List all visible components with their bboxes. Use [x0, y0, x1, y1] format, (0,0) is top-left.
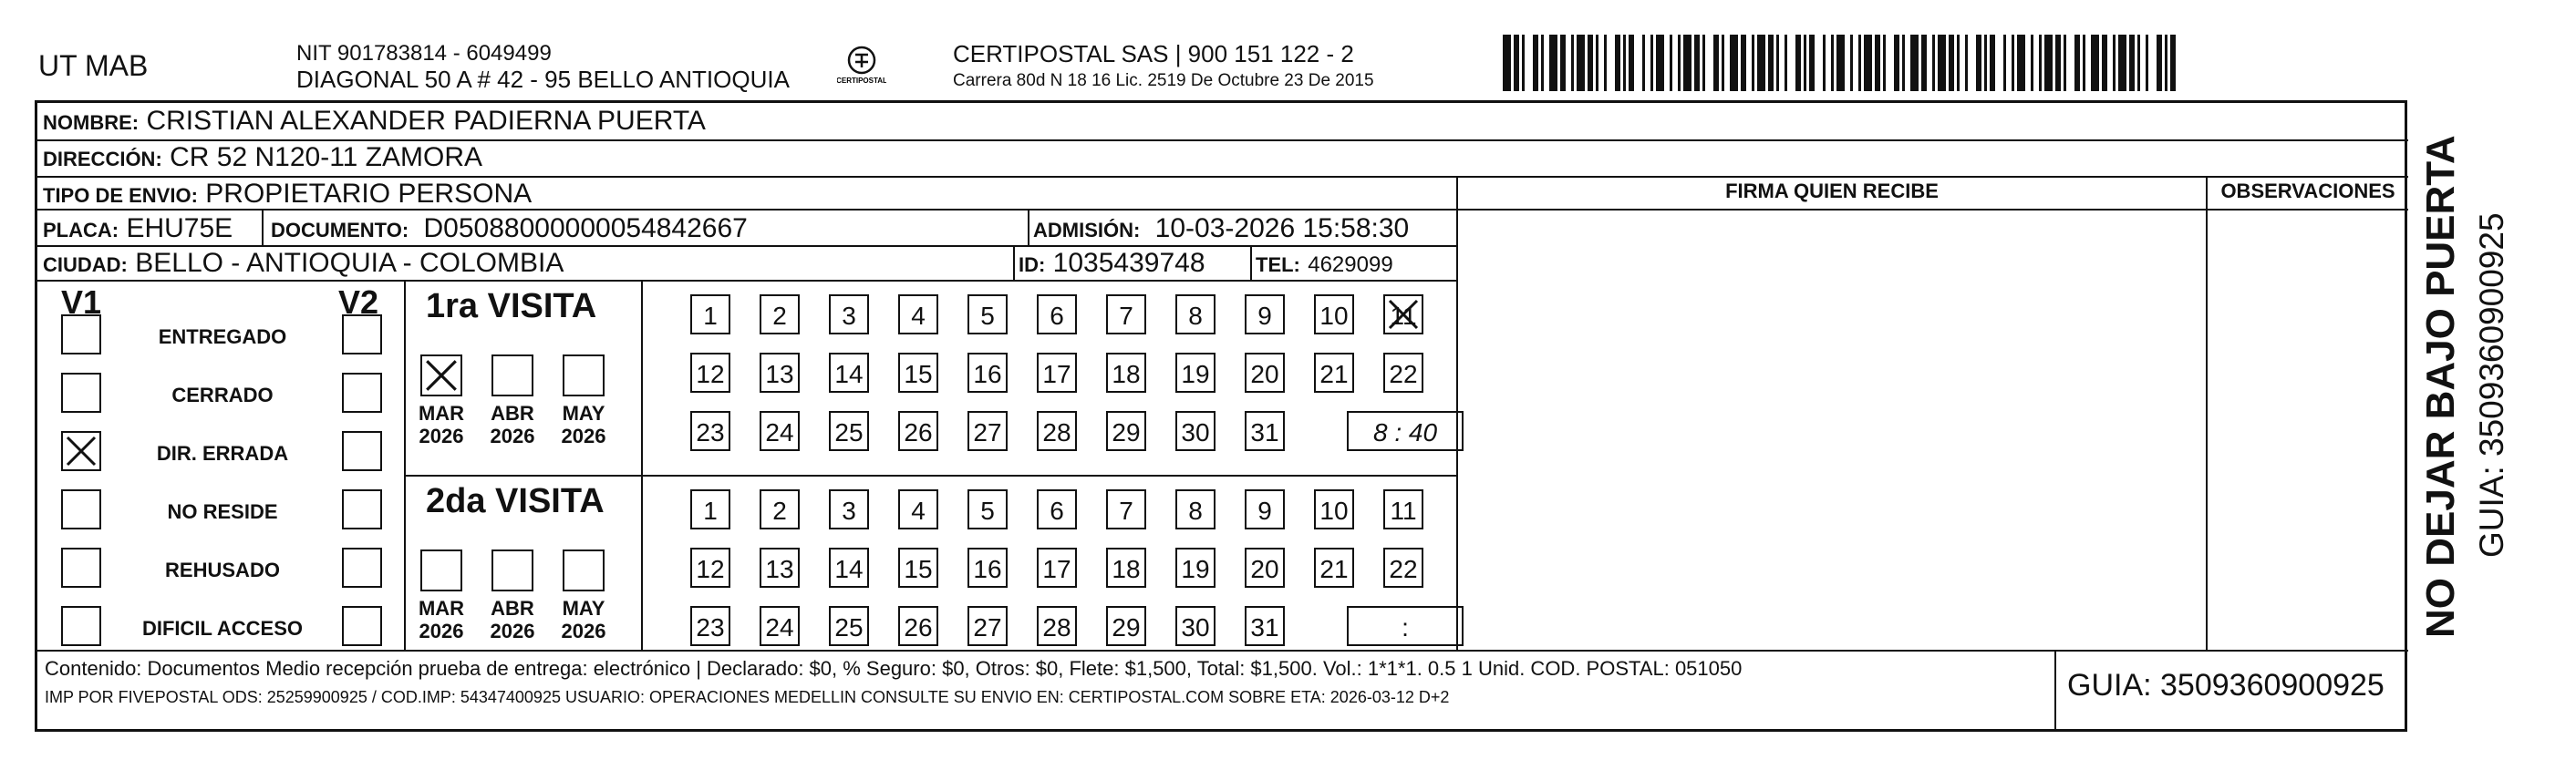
ciudad-label: CIUDAD:: [43, 253, 128, 276]
day-box[interactable]: 9: [1245, 489, 1285, 529]
direccion-value: CR 52 N120-11 ZAMORA: [170, 142, 483, 172]
day-box[interactable]: 11: [1383, 294, 1423, 334]
tel-label: TEL:: [1256, 253, 1300, 276]
id-label: ID:: [1019, 253, 1046, 276]
day-box[interactable]: 20: [1245, 548, 1285, 588]
month-name: MAR: [418, 402, 465, 425]
day-box[interactable]: 1: [690, 294, 730, 334]
day-box[interactable]: 12: [690, 548, 730, 588]
v1-checkbox[interactable]: [61, 606, 101, 646]
v1-checkbox[interactable]: [61, 314, 101, 354]
certipostal-info: CERTIPOSTAL SAS | 900 151 122 - 2: [953, 40, 1354, 67]
day-box[interactable]: 5: [967, 489, 1008, 529]
day-box[interactable]: 17: [1037, 353, 1077, 393]
tel-row: [1256, 247, 1393, 280]
nombre-row: [43, 105, 706, 138]
tipo-row: [43, 178, 532, 211]
status-label: REHUSADO: [165, 559, 280, 581]
status-label: NO RESIDE: [167, 500, 278, 523]
month-checkbox[interactable]: [420, 354, 462, 396]
status-label: ENTREGADO: [158, 325, 287, 348]
month-label: [552, 402, 616, 447]
company-name: UT MAB: [38, 49, 149, 82]
day-box[interactable]: 21: [1314, 353, 1354, 393]
tel-value: 4629099: [1308, 252, 1393, 277]
day-box[interactable]: 2: [760, 489, 800, 529]
barcode: [1503, 35, 2182, 91]
day-box[interactable]: 7: [1106, 489, 1146, 529]
day-box[interactable]: 30: [1175, 411, 1216, 451]
v2-checkbox[interactable]: [342, 489, 382, 529]
status-label: DIR. ERRADA: [156, 442, 289, 465]
v2-checkbox[interactable]: [342, 548, 382, 588]
v1-checkbox[interactable]: [61, 548, 101, 588]
day-box[interactable]: 25: [829, 411, 869, 451]
day-box[interactable]: 30: [1175, 606, 1216, 646]
logo-text: CERTIPOSTAL: [837, 77, 886, 85]
no-dejar-bajo-puerta: NO DEJAR BAJO PUERTA: [2418, 135, 2463, 638]
tipo-value: PROPIETARIO PERSONA: [205, 179, 533, 209]
ciudad-row: [43, 247, 564, 280]
month-name: MAY: [562, 402, 605, 425]
admision-row: [1033, 212, 1409, 245]
day-box[interactable]: 8: [1175, 294, 1216, 334]
v2-checkbox[interactable]: [342, 606, 382, 646]
day-box[interactable]: 8: [1175, 489, 1216, 529]
firma-area[interactable]: [1458, 211, 2206, 648]
month-checkbox[interactable]: [491, 354, 533, 396]
month-name: ABR: [491, 402, 534, 425]
nit: NIT 901783814 - 6049499: [296, 41, 552, 66]
day-box[interactable]: 25: [829, 606, 869, 646]
day-box[interactable]: 11: [1383, 489, 1423, 529]
nombre-label: NOMBRE:: [43, 111, 140, 134]
documento-row: [271, 212, 748, 245]
v1-checkbox[interactable]: [61, 373, 101, 413]
time-box[interactable]: 8 : 40: [1347, 411, 1464, 451]
month-label: [552, 597, 616, 642]
day-box[interactable]: 3: [829, 294, 869, 334]
month-checkbox[interactable]: [563, 549, 605, 591]
v1-checkbox[interactable]: [61, 431, 101, 471]
day-box[interactable]: 28: [1037, 606, 1077, 646]
day-box[interactable]: 31: [1245, 411, 1285, 451]
day-box[interactable]: 26: [898, 411, 938, 451]
placa-row: [43, 212, 233, 245]
month-year: 2026: [490, 620, 535, 642]
day-box[interactable]: 13: [760, 353, 800, 393]
day-box[interactable]: 26: [898, 606, 938, 646]
day-box[interactable]: 23: [690, 606, 730, 646]
admision-label: ADMISIÓN:: [1033, 219, 1141, 241]
day-box[interactable]: 1: [690, 489, 730, 529]
day-box[interactable]: 27: [967, 606, 1008, 646]
sender-address: DIAGONAL 50 A # 42 - 95 BELLO ANTIOQUIA: [296, 66, 790, 93]
ciudad-value: BELLO - ANTIOQUIA - COLOMBIA: [135, 248, 564, 278]
day-box[interactable]: 17: [1037, 548, 1077, 588]
documento-label: DOCUMENTO:: [271, 219, 409, 241]
month-checkbox[interactable]: [420, 549, 462, 591]
day-box[interactable]: 5: [967, 294, 1008, 334]
day-box[interactable]: 31: [1245, 606, 1285, 646]
certipostal-logo: [837, 42, 886, 91]
day-box[interactable]: 12: [690, 353, 730, 393]
day-box[interactable]: 4: [898, 489, 938, 529]
v2-checkbox[interactable]: [342, 373, 382, 413]
day-box[interactable]: 29: [1106, 606, 1146, 646]
admision-value: 10-03-2026 15:58:30: [1154, 213, 1410, 243]
day-box[interactable]: 16: [967, 548, 1008, 588]
footer-contenido: Contenido: Documentos Medio recepción prueba de entrega: electrónico | Declarado: $0, % Seguro: $0, Otros: $0, Flete: $1,500, Total: $1,500. Vol.: 1*1*1. 0.5 1 Unid. COD. POSTAL: 051050: [45, 657, 1743, 680]
day-box[interactable]: 4: [898, 294, 938, 334]
day-box[interactable]: 6: [1037, 294, 1077, 334]
day-box[interactable]: 18: [1106, 353, 1146, 393]
month-year: 2026: [561, 620, 606, 642]
month-label: [409, 402, 473, 447]
month-label: [481, 597, 544, 642]
day-box[interactable]: 19: [1175, 353, 1216, 393]
day-box[interactable]: 22: [1383, 353, 1423, 393]
footer-guia: GUIA: 3509360900925: [2067, 668, 2385, 703]
month-checkbox[interactable]: [491, 549, 533, 591]
license-info: Carrera 80d N 18 16 Lic. 2519 De Octubre 23 De 2015: [953, 71, 1374, 90]
day-box[interactable]: 10: [1314, 489, 1354, 529]
v2-checkbox[interactable]: [342, 314, 382, 354]
firma-header: FIRMA QUIEN RECIBE: [1725, 180, 1939, 202]
month-name: ABR: [491, 597, 534, 620]
day-box[interactable]: 23: [690, 411, 730, 451]
status-label: CERRADO: [171, 384, 274, 406]
day-box[interactable]: 14: [829, 353, 869, 393]
month-year: 2026: [561, 425, 606, 447]
delivery-form: [35, 100, 2407, 732]
observaciones-header: OBSERVACIONES: [2220, 180, 2395, 202]
v1-label: V1: [61, 283, 102, 321]
placa-value: EHU75E: [126, 213, 233, 243]
footer-imp: IMP POR FIVEPOSTAL ODS: 25259900925 / COD.IMP: 54347400925 USUARIO: OPERACIONES MEDELLIN CONSULTE SU ENVIO EN: CERTIPOSTAL.COM SOBRE ETA: 2026-03-12 D+2: [45, 688, 1450, 706]
v2-checkbox[interactable]: [342, 431, 382, 471]
day-box[interactable]: 18: [1106, 548, 1146, 588]
documento-value: D05088000000054842667: [423, 213, 748, 243]
day-box[interactable]: 14: [829, 548, 869, 588]
observaciones-area[interactable]: [2208, 211, 2408, 648]
month-year: 2026: [419, 620, 464, 642]
visit-title: 1ra VISITA: [426, 287, 597, 325]
month-year: 2026: [490, 425, 535, 447]
day-box[interactable]: 2: [760, 294, 800, 334]
day-box[interactable]: 29: [1106, 411, 1146, 451]
month-label: [481, 402, 544, 447]
side-guia: GUIA: 3509360900925: [2473, 212, 2510, 558]
nombre-value: CRISTIAN ALEXANDER PADIERNA PUERTA: [146, 106, 706, 136]
direccion-row: [43, 141, 482, 174]
time-box[interactable]: :: [1347, 606, 1464, 646]
month-name: MAR: [418, 597, 465, 620]
day-box[interactable]: 20: [1245, 353, 1285, 393]
day-box[interactable]: 10: [1314, 294, 1354, 334]
placa-label: PLACA:: [43, 219, 119, 241]
day-box[interactable]: 15: [898, 353, 938, 393]
day-box[interactable]: 9: [1245, 294, 1285, 334]
day-box[interactable]: 24: [760, 411, 800, 451]
day-box[interactable]: 6: [1037, 489, 1077, 529]
day-box[interactable]: 7: [1106, 294, 1146, 334]
v2-label: V2: [338, 283, 379, 321]
day-box[interactable]: 3: [829, 489, 869, 529]
day-box[interactable]: 16: [967, 353, 1008, 393]
day-box[interactable]: 13: [760, 548, 800, 588]
day-box[interactable]: 21: [1314, 548, 1354, 588]
month-name: MAY: [562, 597, 605, 620]
day-box[interactable]: 19: [1175, 548, 1216, 588]
day-box[interactable]: 15: [898, 548, 938, 588]
day-box[interactable]: 28: [1037, 411, 1077, 451]
day-box[interactable]: 22: [1383, 548, 1423, 588]
month-label: [409, 597, 473, 642]
day-box[interactable]: 27: [967, 411, 1008, 451]
status-label: DIFICIL ACCESO: [141, 617, 303, 640]
month-year: 2026: [419, 425, 464, 447]
v1-checkbox[interactable]: [61, 489, 101, 529]
month-checkbox[interactable]: [563, 354, 605, 396]
id-row: [1019, 247, 1205, 280]
visit-title: 2da VISITA: [426, 482, 605, 520]
day-box[interactable]: 24: [760, 606, 800, 646]
id-value: 1035439748: [1052, 248, 1205, 278]
direccion-label: DIRECCIÓN:: [43, 148, 162, 170]
tipo-label: TIPO DE ENVIO:: [43, 184, 198, 207]
